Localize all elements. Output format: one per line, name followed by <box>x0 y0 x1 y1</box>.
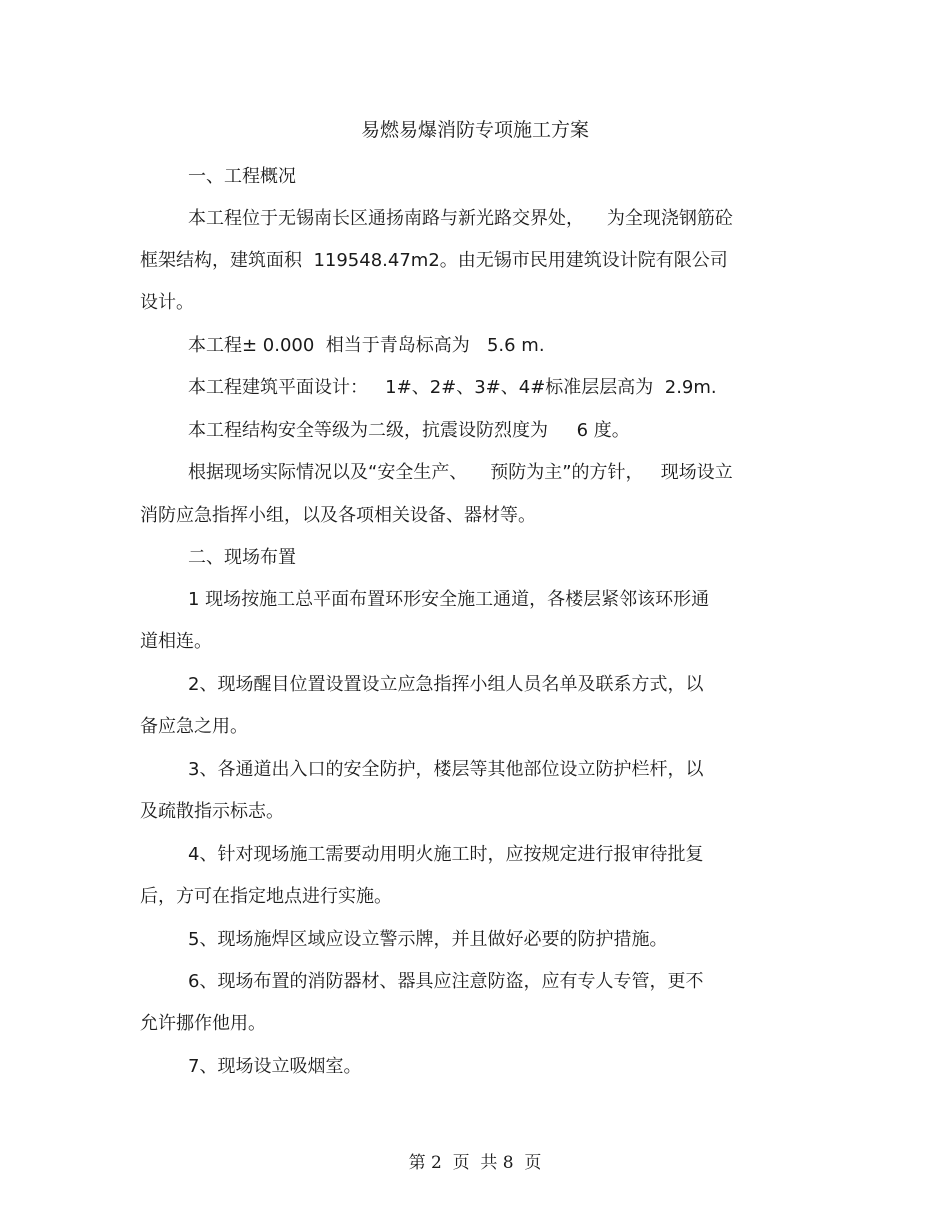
section-heading-layout: 二、现场布置 <box>188 547 296 568</box>
list-item-line: 4、针对现场施工需要动用明火施工时，应按规定进行报审待批复 <box>188 844 704 865</box>
document-title: 易燃易爆消防专项施工方案 <box>360 119 589 141</box>
list-item-line: 7、现场设立吸烟室。 <box>188 1056 362 1077</box>
paragraph-line: 本工程± 0.000 相当于青岛标高为 5.6 m. <box>188 335 545 356</box>
paragraph-line: 本工程建筑平面设计： 1#、2#、3#、4#标准层层高为 2.9m. <box>188 377 717 398</box>
list-item-line: 备应急之用。 <box>140 716 248 737</box>
paragraph-line: 框架结构，建筑面积 119548.47m2。由无锡市民用建筑设计院有限公司 <box>140 250 728 271</box>
paragraph-line: 设计。 <box>140 292 194 313</box>
list-item-line: 6、现场布置的消防器材、器具应注意防盗，应有专人专管，更不 <box>188 971 704 992</box>
paragraph-line: 本工程位于无锡南长区通扬南路与新光路交界处， 为全现浇钢筋砼 <box>188 208 733 229</box>
list-item-line: 及疏散指示标志。 <box>140 801 284 822</box>
list-item-line: 5、现场施焊区域应设立警示牌，并且做好必要的防护措施。 <box>188 929 668 950</box>
list-item-line: 1 现场按施工总平面布置环形安全施工通道，各楼层紧邻该环形通 <box>188 589 710 610</box>
list-item-line: 2、现场醒目位置设置设立应急指挥小组人员名单及联系方式，以 <box>188 674 704 695</box>
paragraph-line: 本工程结构安全等级为二级，抗震设防烈度为 6 度。 <box>188 420 630 441</box>
list-item-line: 3、各通道出入口的安全防护，楼层等其他部位设立防护栏杆，以 <box>188 759 704 780</box>
list-item-line: 道相连。 <box>140 631 212 652</box>
paragraph-line: 根据现场实际情况以及“安全生产、 预防为主”的方针， 现场设立 <box>188 462 733 483</box>
paragraph-line: 消防应急指挥小组，以及各项相关设备、器材等。 <box>140 505 536 526</box>
list-item-line: 后，方可在指定地点进行实施。 <box>140 886 392 907</box>
list-item-line: 允许挪作他用。 <box>140 1013 266 1034</box>
section-heading-overview: 一、工程概况 <box>188 166 296 187</box>
page-number-footer: 第 2 页 共 8 页 <box>408 1153 542 1173</box>
